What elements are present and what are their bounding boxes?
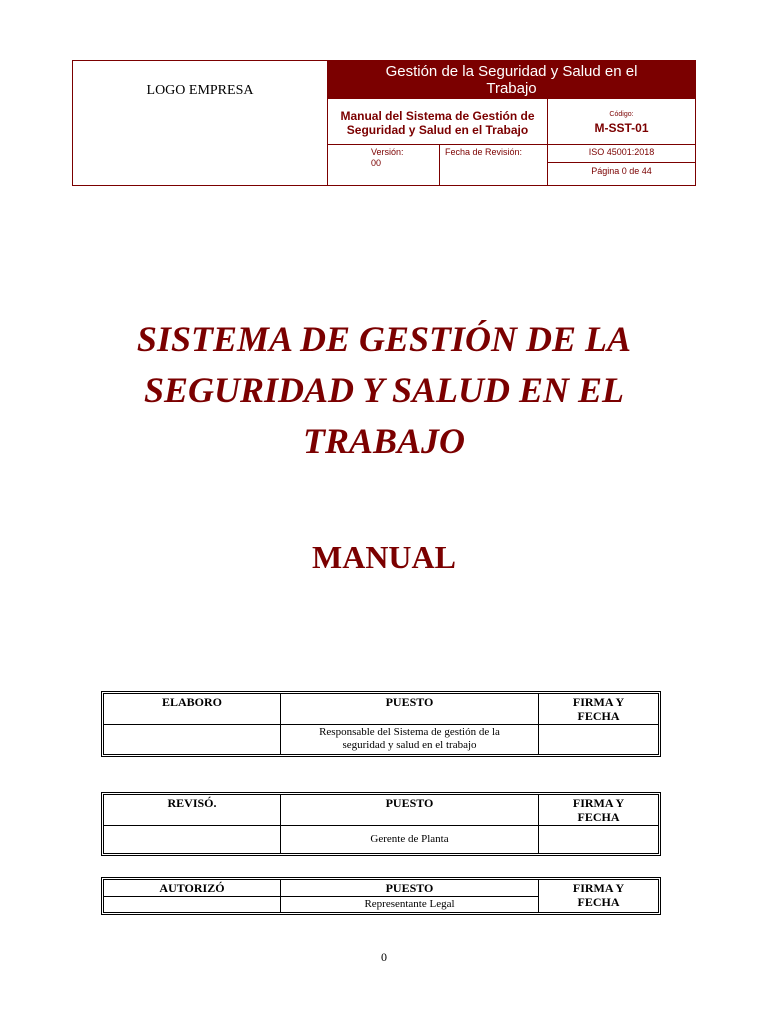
- header-title: [328, 61, 695, 99]
- document-subtitle: MANUAL: [312, 539, 456, 575]
- role-header: ELABORO: [104, 694, 281, 725]
- version-cell: [328, 145, 440, 185]
- firma-header: [539, 880, 659, 913]
- table-row: [104, 725, 659, 755]
- document-title: [84, 314, 684, 467]
- manual-name: [328, 99, 548, 145]
- firma-header-line2: FECHA: [577, 709, 620, 723]
- firma-header-line1: FIRMA Y: [572, 881, 625, 895]
- document-title-line2: SEGURIDAD Y SALUD EN EL: [143, 370, 625, 410]
- firma-header: [539, 795, 659, 826]
- firma-header-line1: FIRMA Y: [572, 695, 625, 709]
- role-header: REVISÓ.: [104, 795, 281, 826]
- firma-header-line1: FIRMA Y: [572, 796, 625, 810]
- table-header-row: [104, 880, 659, 897]
- header-title-line1: Gestión de la Seguridad y Salud en el: [385, 63, 638, 80]
- manual-name-line2: Seguridad y Salud en el Trabajo: [346, 123, 529, 137]
- signature-cell: [539, 725, 659, 755]
- firma-header-line2: FECHA: [577, 895, 620, 909]
- puesto-header: PUESTO: [281, 880, 539, 897]
- puesto-line1: Responsable del Sistema de gestión de la: [319, 726, 500, 738]
- name-cell: [104, 826, 281, 854]
- approval-table-elaboro: [101, 691, 661, 757]
- table-header-row: [104, 795, 659, 826]
- codigo-label: Código:: [609, 111, 634, 118]
- puesto-cell: Gerente de Planta: [281, 826, 539, 854]
- signature-cell: [539, 826, 659, 854]
- approval-table-reviso: [101, 792, 661, 856]
- fecha-revision-cell: [440, 145, 548, 185]
- puesto-cell: Representante Legal: [281, 897, 539, 913]
- table-row: [104, 826, 659, 854]
- name-cell: [104, 725, 281, 755]
- manual-name-line1: Manual del Sistema de Gestión de: [340, 109, 535, 123]
- page-count: Página 0 de 44: [591, 166, 652, 176]
- fecha-revision-label: Fecha de Revisión:: [445, 147, 523, 157]
- firma-header-line2: FECHA: [577, 810, 620, 824]
- puesto-cell: [281, 725, 539, 755]
- approval-table-autorizo: [101, 877, 661, 915]
- header-title-line2: Trabajo: [486, 80, 537, 97]
- version-value: 00: [371, 158, 382, 168]
- name-cell: [104, 897, 281, 913]
- codigo-value: M-SST-01: [594, 121, 649, 135]
- logo-text: LOGO EMPRESA: [146, 83, 254, 98]
- puesto-line2: seguridad y salud en el trabajo: [342, 739, 477, 751]
- puesto-header: PUESTO: [281, 795, 539, 826]
- iso-standard: ISO 45001:2018: [548, 145, 695, 163]
- version-label: Versión:: [371, 147, 404, 157]
- document-header: [72, 60, 696, 186]
- puesto-header: PUESTO: [281, 694, 539, 725]
- document-title-line3: TRABAJO: [302, 421, 466, 461]
- codigo-cell: [548, 99, 695, 145]
- table-header-row: [104, 694, 659, 725]
- document-title-line1: SISTEMA DE GESTIÓN DE LA: [136, 319, 632, 359]
- page-number: 0: [381, 950, 387, 964]
- firma-header: [539, 694, 659, 725]
- logo-placeholder: [73, 61, 328, 185]
- role-header: AUTORIZÓ: [104, 880, 281, 897]
